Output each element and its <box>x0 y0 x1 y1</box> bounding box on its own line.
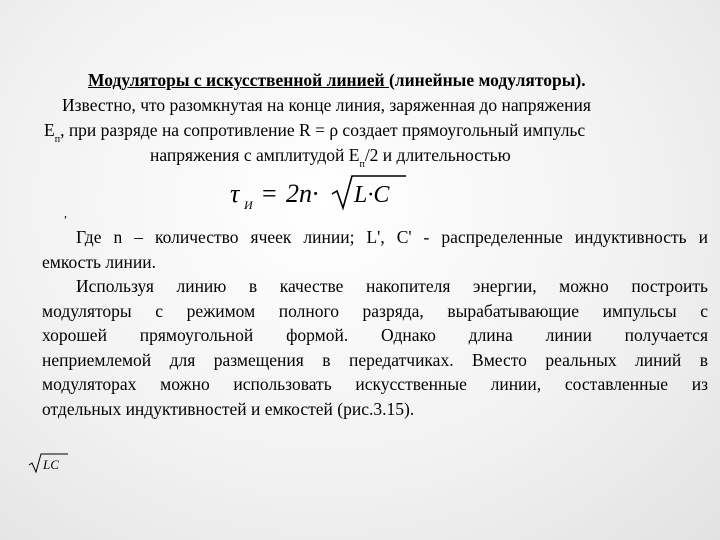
title-rest: (линейные модуляторы). <box>388 70 586 90</box>
formula-tau: τ <box>230 179 240 208</box>
paragraph-line: хорошей прямоугольной формой. Однако длина линии получается <box>42 325 708 345</box>
paragraph-line: емкость линии. <box>42 251 156 272</box>
intro-line-3 <box>150 145 511 169</box>
intro-line-2-prefix: E <box>44 120 55 140</box>
intro-line-1: Известно, что разомкнутая на конце линия, заряженная до напряжения <box>62 95 591 115</box>
intro-line-2-subscript: п <box>54 133 61 145</box>
intro-line-2 <box>44 120 585 144</box>
paragraph-definitions <box>42 225 708 274</box>
intro-line-3-rest: /2 и длительностью <box>364 145 511 165</box>
slide-title <box>88 70 586 91</box>
small-sqrt-formula <box>28 452 70 474</box>
paragraph-line: Где n – количество ячеек линии; L', C' - распределенные индуктивность и <box>76 227 708 247</box>
intro-line-3-subscript: п <box>359 158 365 170</box>
paragraph-line-usage <box>42 274 708 421</box>
paragraph-line: Используя линию в качестве накопителя энергии, можно построить <box>76 276 708 296</box>
formula-radicand: L·C <box>354 182 390 208</box>
paragraph-line: неприемлемой для размещения в передатчиках. Вместо реальных линий в <box>42 349 708 370</box>
paragraph-line: отдельных индуктивностей и емкостей (рис.3.15). <box>42 398 415 419</box>
paragraph-line: модуляторы с режимом полного разряда, вырабатывающие импульсы с <box>42 300 708 321</box>
title-underlined-part: Модуляторы с искусственной линией <box>88 70 389 90</box>
stray-comma: , <box>64 206 67 220</box>
intro-line-3-prefix: напряжения с амплитудой E <box>150 145 360 165</box>
pulse-duration-formula <box>228 172 408 214</box>
intro-line-2-rest: , при разряде на сопротивление R = ρ создает прямоугольный импульс <box>60 120 586 140</box>
formula-tau-subscript: И <box>244 198 253 212</box>
formula-equals: = <box>262 179 277 208</box>
paragraph-line: модуляторах можно использовать искусственные линии, составленные из <box>42 374 708 394</box>
formula-coefficient: 2n· <box>286 179 319 208</box>
small-sqrt-radicand: LC <box>43 457 59 472</box>
